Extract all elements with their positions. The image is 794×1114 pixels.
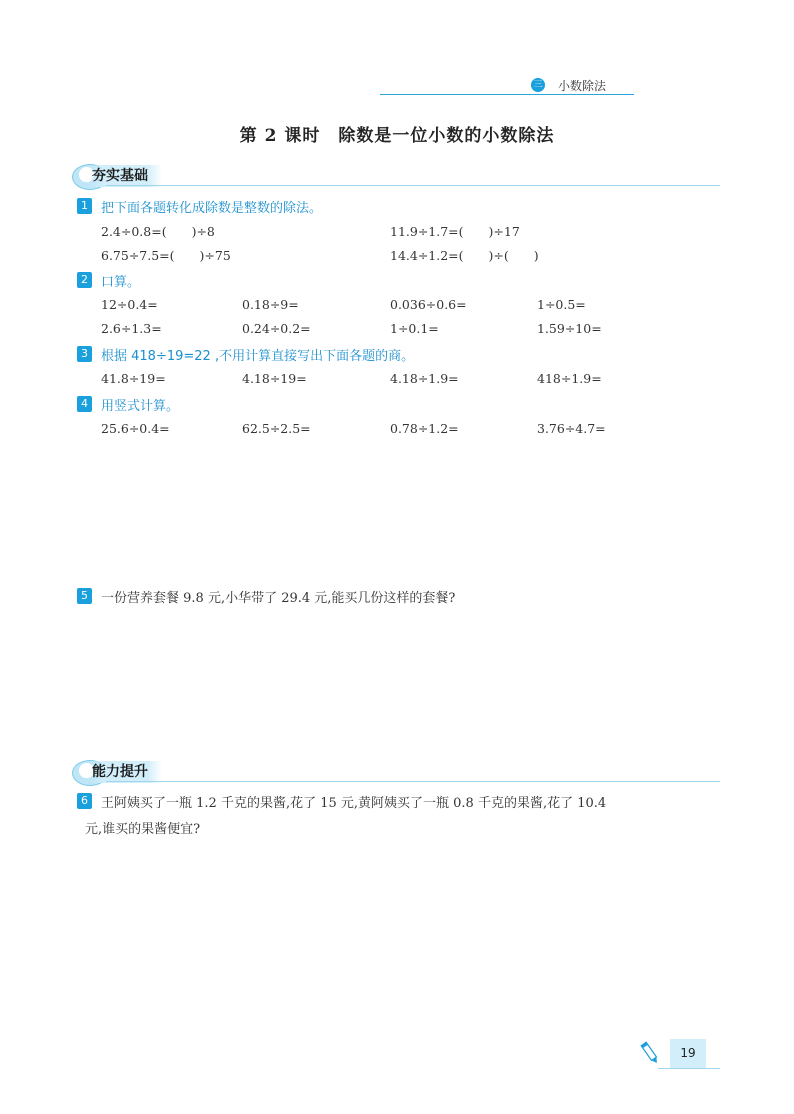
- exercise-item: 62.5÷2.5=: [242, 421, 311, 436]
- chapter-title: 小数除法: [558, 79, 607, 93]
- question-text-line-1: 王阿姨买了一瓶 1.2 千克的果酱,花了 15 元,黄阿姨买了一瓶 0.8 千克的果酱,花了 10.4: [101, 796, 607, 811]
- exercise-item: 25.6÷0.4=: [101, 421, 170, 436]
- exercise-item: 6.75÷7.5=( )÷75: [101, 248, 231, 263]
- exercise-item: 2.4÷0.8=( )÷8: [101, 224, 215, 239]
- exercise-item: 418÷1.9=: [537, 371, 602, 386]
- header-divider: [380, 94, 634, 95]
- question-text: 把下面各题转化成除数是整数的除法。: [101, 201, 323, 216]
- chapter-badge: 三: [531, 78, 545, 92]
- banner-divider: [106, 781, 720, 782]
- question-number: 1: [77, 198, 92, 214]
- question-number: 4: [77, 396, 92, 412]
- exercise-item: 1÷0.5=: [537, 297, 586, 312]
- exercise-item: 11.9÷1.7=( )÷17: [390, 224, 520, 239]
- exercise-item: 41.8÷19=: [101, 371, 166, 386]
- exercise-item: 0.18÷9=: [242, 297, 299, 312]
- exercise-item: 1.59÷10=: [537, 321, 602, 336]
- exercise-item: 3.76÷4.7=: [537, 421, 606, 436]
- question-text: 根据 418÷19=22 ,不用计算直接写出下面各题的商。: [101, 349, 415, 364]
- section-title: 能力提升: [90, 761, 162, 783]
- exercise-item: 0.78÷1.2=: [390, 421, 459, 436]
- page-number: 19: [680, 1046, 696, 1060]
- section-title: 夯实基础: [90, 165, 162, 187]
- exercise-item: 4.18÷1.9=: [390, 371, 459, 386]
- section-banner-foundation: [72, 164, 720, 190]
- question-number: 3: [77, 346, 92, 362]
- exercise-item: 2.6÷1.3=: [101, 321, 162, 336]
- question-number: 5: [77, 588, 92, 604]
- question-text-line-2: 元,谁买的果酱便宜?: [85, 822, 201, 837]
- question-number: 2: [77, 272, 92, 288]
- exercise-item: 1÷0.1=: [390, 321, 439, 336]
- exercise-item: 14.4÷1.2=( )÷( ): [390, 248, 539, 263]
- exercise-item: 4.18÷19=: [242, 371, 307, 386]
- question-number: 6: [77, 793, 92, 809]
- banner-divider: [106, 185, 720, 186]
- pencil-icon: [640, 1040, 660, 1066]
- question-text: 口算。: [101, 275, 141, 290]
- exercise-item: 12÷0.4=: [101, 297, 158, 312]
- question-text: 用竖式计算。: [101, 399, 180, 414]
- exercise-item: 0.24÷0.2=: [242, 321, 311, 336]
- question-text: 一份营养套餐 9.8 元,小华带了 29.4 元,能买几份这样的套餐?: [101, 591, 456, 606]
- footer-divider: [658, 1068, 720, 1069]
- lesson-title: 第 2 课时 除数是一位小数的小数除法: [239, 126, 555, 146]
- section-banner-ability: [72, 760, 720, 786]
- exercise-item: 0.036÷0.6=: [390, 297, 467, 312]
